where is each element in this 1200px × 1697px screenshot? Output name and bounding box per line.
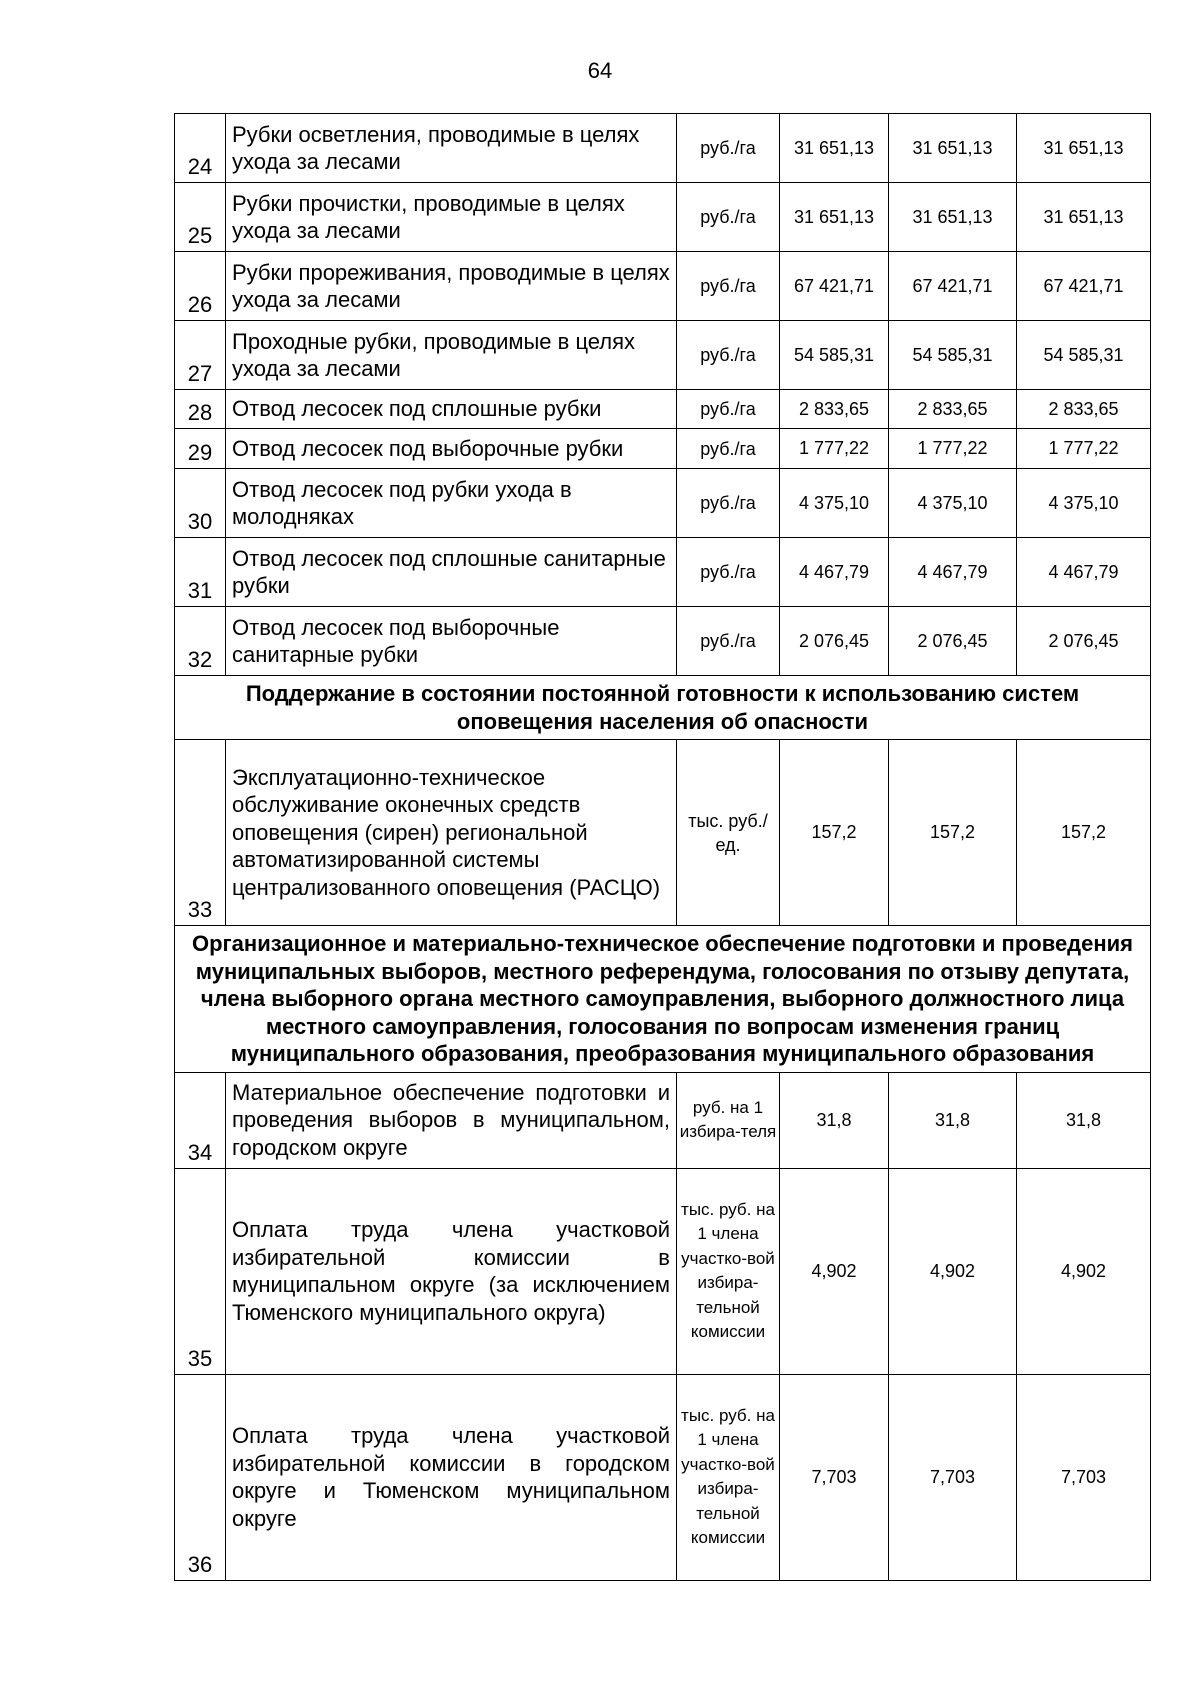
row-name: Оплата труда члена участковой избирательной комиссии в городском округе и Тюменском муниципальном округе <box>226 1374 677 1580</box>
table-row-25 <box>175 183 1151 252</box>
row-value-2: 31 651,13 <box>889 183 1017 252</box>
row-value-1: 2 076,45 <box>780 607 889 676</box>
row-number: 28 <box>175 390 226 429</box>
row-value-2: 7,703 <box>889 1374 1017 1580</box>
row-value-3: 54 585,31 <box>1017 321 1151 390</box>
row-number: 35 <box>175 1168 226 1374</box>
table-row-35 <box>175 1168 1151 1374</box>
row-unit: тыс. руб. на 1 члена участко-вой избира-тельной комиссии <box>677 1168 780 1374</box>
table-row-30 <box>175 469 1151 538</box>
row-unit: тыс. руб. на 1 члена участко-вой избира-тельной комиссии <box>677 1374 780 1580</box>
section-title-elections: Организационное и материально-техническое обеспечение подготовки и проведения муниципальных выборов, местного референдума, голосования по отзыву депутата, члена выборного органа местного самоуправления, выборного должностного лица местного самоуправления, голосования по вопросам изменения границ муниципального образования, преобразования муниципального образования <box>175 926 1151 1073</box>
row-number: 34 <box>175 1072 226 1168</box>
row-value-2: 157,2 <box>889 740 1017 926</box>
row-value-3: 31 651,13 <box>1017 183 1151 252</box>
row-value-3: 4,902 <box>1017 1168 1151 1374</box>
row-value-1: 31 651,13 <box>780 183 889 252</box>
row-number: 32 <box>175 607 226 676</box>
row-name: Материальное обеспечение подготовки и проведения выборов в муниципальном, городском округе <box>226 1072 677 1168</box>
row-name: Рубки осветления, проводимые в целях ухода за лесами <box>226 114 677 183</box>
section-header-row <box>175 676 1151 740</box>
section-header-row <box>175 926 1151 1073</box>
row-number: 25 <box>175 183 226 252</box>
row-value-3: 7,703 <box>1017 1374 1151 1580</box>
row-value-3: 2 833,65 <box>1017 390 1151 429</box>
row-number: 24 <box>175 114 226 183</box>
row-value-3: 1 777,22 <box>1017 429 1151 469</box>
row-value-2: 4,902 <box>889 1168 1017 1374</box>
row-value-2: 54 585,31 <box>889 321 1017 390</box>
row-unit: руб./га <box>677 469 780 538</box>
row-value-2: 67 421,71 <box>889 252 1017 321</box>
row-value-2: 4 375,10 <box>889 469 1017 538</box>
row-name: Проходные рубки, проводимые в целях ухода за лесами <box>226 321 677 390</box>
row-value-3: 2 076,45 <box>1017 607 1151 676</box>
table-row-31 <box>175 538 1151 607</box>
row-value-3: 31,8 <box>1017 1072 1151 1168</box>
row-value-2: 31,8 <box>889 1072 1017 1168</box>
row-value-1: 157,2 <box>780 740 889 926</box>
section-title-warning-systems: Поддержание в состоянии постоянной готовности к использованию систем оповещения населения об опасности <box>175 676 1151 740</box>
row-name: Отвод лесосек под рубки ухода в молодняках <box>226 469 677 538</box>
row-unit: тыс. руб./ед. <box>677 740 780 926</box>
row-value-2: 31 651,13 <box>889 114 1017 183</box>
row-value-1: 7,703 <box>780 1374 889 1580</box>
row-unit: руб./га <box>677 252 780 321</box>
row-unit: руб./га <box>677 114 780 183</box>
row-value-3: 4 467,79 <box>1017 538 1151 607</box>
row-value-1: 4 467,79 <box>780 538 889 607</box>
row-value-2: 4 467,79 <box>889 538 1017 607</box>
row-name: Рубки прочистки, проводимые в целях ухода за лесами <box>226 183 677 252</box>
row-name: Отвод лесосек под сплошные рубки <box>226 390 677 429</box>
row-unit: руб./га <box>677 538 780 607</box>
page-number: 64 <box>587 58 613 83</box>
row-value-1: 4,902 <box>780 1168 889 1374</box>
row-unit: руб./га <box>677 321 780 390</box>
table-row-28 <box>175 390 1151 429</box>
row-value-1: 2 833,65 <box>780 390 889 429</box>
row-unit: руб./га <box>677 607 780 676</box>
table-row-36 <box>175 1374 1151 1580</box>
table-row-34 <box>175 1072 1151 1168</box>
row-value-2: 1 777,22 <box>889 429 1017 469</box>
row-value-1: 54 585,31 <box>780 321 889 390</box>
norms-table <box>174 113 1151 1581</box>
table-row-24 <box>175 114 1151 183</box>
row-value-1: 31 651,13 <box>780 114 889 183</box>
row-unit: руб./га <box>677 390 780 429</box>
table-row-29 <box>175 429 1151 469</box>
table-row-27 <box>175 321 1151 390</box>
row-name: Эксплуатационно-техническое обслуживание оконечных средств оповещения (сирен) региональной автоматизированной системы централизованного оповещения (РАСЦО) <box>226 740 677 926</box>
table-row-26 <box>175 252 1151 321</box>
row-value-1: 4 375,10 <box>780 469 889 538</box>
row-number: 36 <box>175 1374 226 1580</box>
row-number: 33 <box>175 740 226 926</box>
row-number: 30 <box>175 469 226 538</box>
row-number: 31 <box>175 538 226 607</box>
row-value-1: 1 777,22 <box>780 429 889 469</box>
row-name: Отвод лесосек под сплошные санитарные рубки <box>226 538 677 607</box>
row-number: 26 <box>175 252 226 321</box>
table-row-32 <box>175 607 1151 676</box>
row-value-1: 31,8 <box>780 1072 889 1168</box>
row-name: Отвод лесосек под выборочные рубки <box>226 429 677 469</box>
row-value-2: 2 833,65 <box>889 390 1017 429</box>
row-unit: руб./га <box>677 429 780 469</box>
row-value-3: 157,2 <box>1017 740 1151 926</box>
row-name: Оплата труда члена участковой избирательной комиссии в муниципальном округе (за исключением Тюменского муниципального округа) <box>226 1168 677 1374</box>
row-unit: руб. на 1 избира-теля <box>677 1072 780 1168</box>
row-value-2: 2 076,45 <box>889 607 1017 676</box>
row-value-3: 4 375,10 <box>1017 469 1151 538</box>
row-value-3: 31 651,13 <box>1017 114 1151 183</box>
row-name: Рубки прореживания, проводимые в целях ухода за лесами <box>226 252 677 321</box>
row-name: Отвод лесосек под выборочные санитарные рубки <box>226 607 677 676</box>
row-value-1: 67 421,71 <box>780 252 889 321</box>
table-row-33 <box>175 740 1151 926</box>
row-number: 29 <box>175 429 226 469</box>
row-unit: руб./га <box>677 183 780 252</box>
row-value-3: 67 421,71 <box>1017 252 1151 321</box>
row-number: 27 <box>175 321 226 390</box>
